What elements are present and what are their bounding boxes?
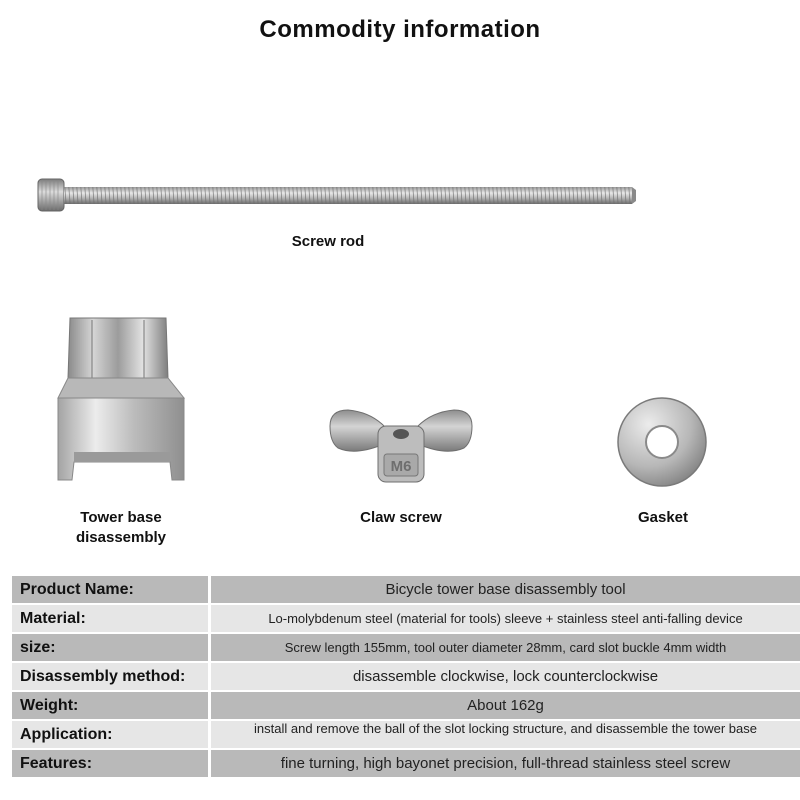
spec-key: Material:	[12, 605, 208, 632]
spec-row-features	[0, 750, 800, 777]
spec-key: Disassembly method:	[12, 663, 208, 690]
spec-key: size:	[12, 634, 208, 661]
spec-value: disassemble clockwise, lock counterclockwise	[211, 663, 800, 690]
gasket-label: Gasket	[637, 509, 689, 526]
spec-value: Screw length 155mm, tool outer diameter 28mm, card slot buckle 4mm width	[211, 634, 800, 661]
spec-row-weight	[0, 692, 800, 719]
gasket-image	[616, 396, 708, 488]
spec-key: Product Name:	[12, 576, 208, 603]
claw-screw-label: Claw screw	[360, 509, 442, 526]
spec-key: Weight:	[12, 692, 208, 719]
spec-key: Application:	[12, 721, 208, 748]
spec-row-size	[0, 634, 800, 661]
spec-row-material	[0, 605, 800, 632]
claw-screw-image	[326, 404, 476, 486]
spec-value: About 162g	[211, 692, 800, 719]
screw-rod-image	[36, 176, 636, 228]
spec-value: fine turning, high bayonet precision, full-thread stainless steel screw	[211, 750, 800, 777]
spec-row-application	[0, 721, 800, 748]
spec-row-disassembly-method	[0, 663, 800, 690]
tower-base-label: Tower base disassembly	[75, 509, 167, 546]
spec-value: install and remove the ball of the slot locking structure, and disassemble the tower base	[211, 721, 800, 748]
spec-value: Lo-molybdenum steel (material for tools) sleeve + stainless steel anti-falling device	[211, 605, 800, 632]
spec-value: Bicycle tower base disassembly tool	[211, 576, 800, 603]
spec-row-product-name	[0, 576, 800, 603]
claw-screw-marking: M6	[390, 458, 412, 475]
page-title: Commodity information	[259, 16, 541, 43]
screw-rod-label: Screw rod	[291, 233, 365, 250]
spec-key: Features:	[12, 750, 208, 777]
tower-base-tool-image	[52, 312, 192, 484]
